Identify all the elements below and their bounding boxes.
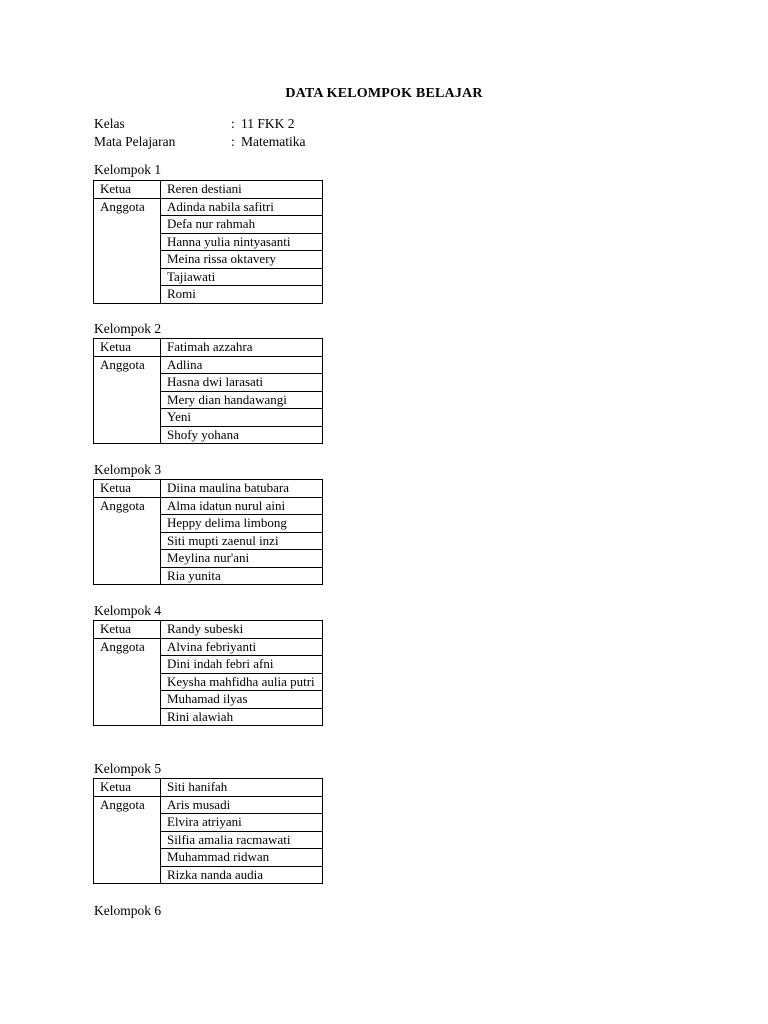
table-row [94,356,323,374]
role-ketua-cell: Ketua [94,621,161,639]
member-name-cell: Keysha mahfidha aulia putri [161,673,323,691]
member-name-cell: Hanna yulia nintyasanti [161,233,323,251]
member-name-cell: Meylina nur'ani [161,550,323,568]
member-name-cell: Mery dian handawangi [161,391,323,409]
role-ketua-cell: Ketua [94,480,161,498]
member-name-cell: Heppy delima limbong [161,515,323,533]
member-name-cell: Rizka nanda audia [161,866,323,884]
group-label: Kelompok 3 [94,462,162,477]
role-ketua-cell: Ketua [94,339,161,357]
table-row [94,181,323,199]
leader-name-cell: Siti hanifah [161,779,323,797]
group-label: Kelompok 1 [94,162,162,177]
member-name-cell: Aris musadi [161,796,323,814]
table-row [94,497,323,515]
meta-label: Kelas [94,116,125,131]
member-name-cell: Shofy yohana [161,426,323,444]
member-name-cell: Tajiawati [161,268,323,286]
member-name-cell: Alvina febriyanti [161,638,323,656]
leader-name-cell: Reren destiani [161,181,323,199]
member-name-cell: Yeni [161,409,323,427]
member-name-cell: Dini indah febri afni [161,656,323,674]
group-table [93,180,323,304]
member-name-cell: Elvira atriyani [161,814,323,832]
member-name-cell: Muhammad ridwan [161,849,323,867]
member-name-cell: Alma idatun nurul aini [161,497,323,515]
group-label: Kelompok 4 [94,603,162,618]
table-row [94,339,323,357]
member-name-cell: Muhamad ilyas [161,691,323,709]
role-ketua-cell: Ketua [94,779,161,797]
group-table [93,778,323,884]
leader-name-cell: Randy subeski [161,621,323,639]
role-anggota-cell: Anggota [94,497,161,585]
meta-value: Matematika [241,134,306,149]
member-name-cell: Defa nur rahmah [161,216,323,234]
meta-row-kelas [94,115,424,133]
table-row [94,779,323,797]
role-ketua-cell: Ketua [94,181,161,199]
group-table [93,620,323,726]
table-row [94,796,323,814]
meta-row-mata-pelajaran [94,133,424,151]
meta-colon: : [231,134,235,149]
group-table [93,338,323,444]
group-label: Kelompok 6 [94,903,162,918]
role-anggota-cell: Anggota [94,198,161,303]
role-anggota-cell: Anggota [94,356,161,444]
member-name-cell: Ria yunita [161,567,323,585]
member-name-cell: Hasna dwi larasati [161,374,323,392]
table-row [94,198,323,216]
table-row [94,621,323,639]
member-name-cell: Adinda nabila safitri [161,198,323,216]
meta-colon: : [231,116,235,131]
role-anggota-cell: Anggota [94,638,161,726]
group-label: Kelompok 5 [94,761,162,776]
member-name-cell: Siti mupti zaenul inzi [161,532,323,550]
member-name-cell: Rini alawiah [161,708,323,726]
leader-name-cell: Diina maulina batubara [161,480,323,498]
leader-name-cell: Fatimah azzahra [161,339,323,357]
role-anggota-cell: Anggota [94,796,161,884]
document-title: DATA KELOMPOK BELAJAR [285,86,483,101]
member-name-cell: Silfia amalia racmawati [161,831,323,849]
meta-value: 11 FKK 2 [241,116,295,131]
member-name-cell: Adlina [161,356,323,374]
member-name-cell: Meina rissa oktavery [161,251,323,269]
group-table [93,479,323,585]
table-row [94,638,323,656]
table-row [94,480,323,498]
member-name-cell: Romi [161,286,323,304]
group-label: Kelompok 2 [94,321,162,336]
meta-label: Mata Pelajaran [94,134,176,149]
